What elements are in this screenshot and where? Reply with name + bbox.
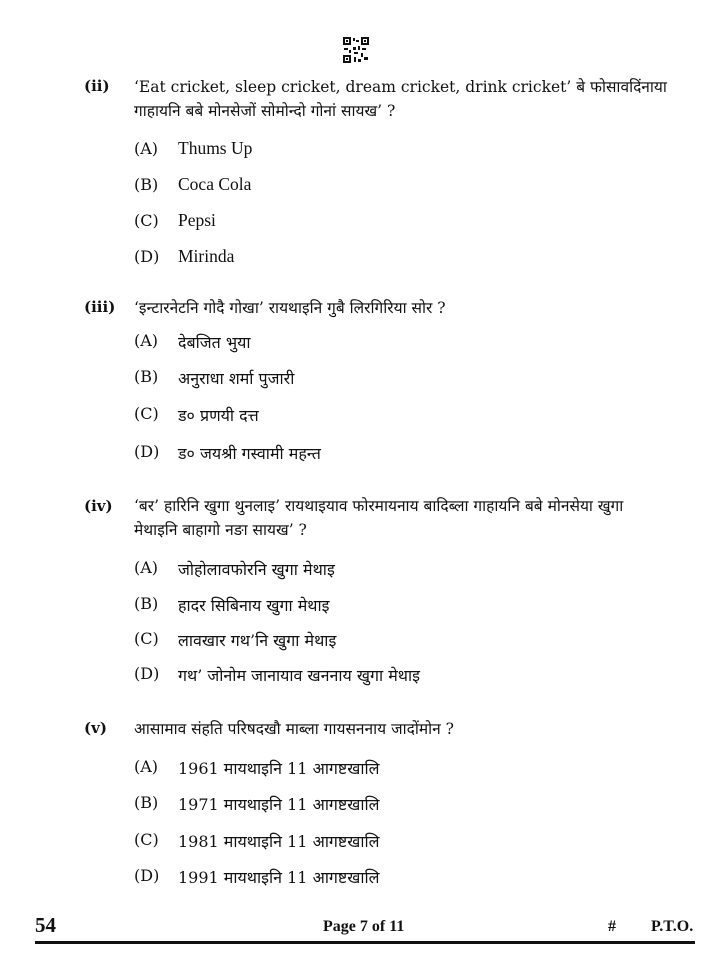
option-letter: (C) xyxy=(134,830,159,849)
question-text: ‘बर’ हारिनि खुगा थुनलाइ’ रायथाइयाव फोरमायनाय बादिब्ला गाहायनि बबे मोनसेया खुगा मेथाइनि बाहागो नङा सायख’ ? xyxy=(134,497,624,539)
option-text: 1961 मायथाइनि 11 आगष्टखालि xyxy=(178,759,380,778)
question-number: (v) xyxy=(84,719,107,737)
question-text: ‘इन्टारनेटनि गोदै गोखा’ रायथाइनि गुबै लिरगिरिया सोर ? xyxy=(134,299,446,317)
question-number: (ii) xyxy=(84,77,110,95)
question-number: (iv) xyxy=(84,497,113,515)
option-letter: (B) xyxy=(134,367,159,386)
option-letter: (B) xyxy=(134,793,159,812)
option-text: लावखार गथ’नि खुगा मेथाइ xyxy=(178,631,337,650)
option-text: Thums Up xyxy=(178,138,253,158)
option-letter: (A) xyxy=(134,757,159,776)
option-text: ड० जयश्री गस्वामी महन्त xyxy=(178,444,321,463)
option-text: 1971 मायथाइनि 11 आगष्टखालि xyxy=(178,795,380,814)
option-letter: (A) xyxy=(134,331,159,350)
option-letter: (C) xyxy=(134,404,159,423)
option-text: देबजित भुया xyxy=(178,333,251,352)
option-letter: (D) xyxy=(134,866,160,885)
option-text: Coca Cola xyxy=(178,174,252,194)
option-letter: (D) xyxy=(134,247,160,266)
option-letter: (A) xyxy=(134,558,159,577)
page-code: 54 xyxy=(35,913,56,937)
option-letter: (D) xyxy=(134,664,160,683)
question-text: ‘Eat cricket, sleep cricket, dream cricket, drink cricket’ बे फोसावदिंनाया गाहायनि बबे मोनसेजों सोमोन्दो गोनां सायख’ ? xyxy=(134,78,667,120)
option-text: गथ’ जोनोम जानायाव खननाय खुगा मेथाइ xyxy=(178,666,421,685)
option-letter: (D) xyxy=(134,442,160,461)
option-text: हादर सिबिनाय खुगा मेथाइ xyxy=(178,596,330,615)
question-number: (iii) xyxy=(84,298,116,316)
qr-code-icon xyxy=(343,37,369,63)
page-number: Page 7 of 11 xyxy=(323,918,405,935)
pto-label: P.T.O. xyxy=(651,918,694,935)
option-text: Pepsi xyxy=(178,210,216,230)
option-text: अनुराधा शर्मा पुजारी xyxy=(178,369,295,388)
option-text: ड० प्रणयी दत्त xyxy=(178,406,259,425)
option-letter: (C) xyxy=(134,629,159,648)
option-text: 1981 मायथाइनि 11 आगष्टखालि xyxy=(178,832,380,851)
option-text: 1991 मायथाइनि 11 आगष्टखालि xyxy=(178,868,380,887)
question-text: आसामाव संहति परिषदखौ माब्ला गायसननाय जादोंमोन ? xyxy=(134,720,454,738)
option-letter: (B) xyxy=(134,594,159,613)
option-letter: (A) xyxy=(134,139,159,158)
option-letter: (B) xyxy=(134,175,159,194)
option-text: जोहोलावफोरनि खुगा मेथाइ xyxy=(178,560,335,579)
footer-rule xyxy=(35,941,695,944)
hash-mark: # xyxy=(608,918,616,935)
option-letter: (C) xyxy=(134,211,159,230)
option-text: Mirinda xyxy=(178,246,235,266)
